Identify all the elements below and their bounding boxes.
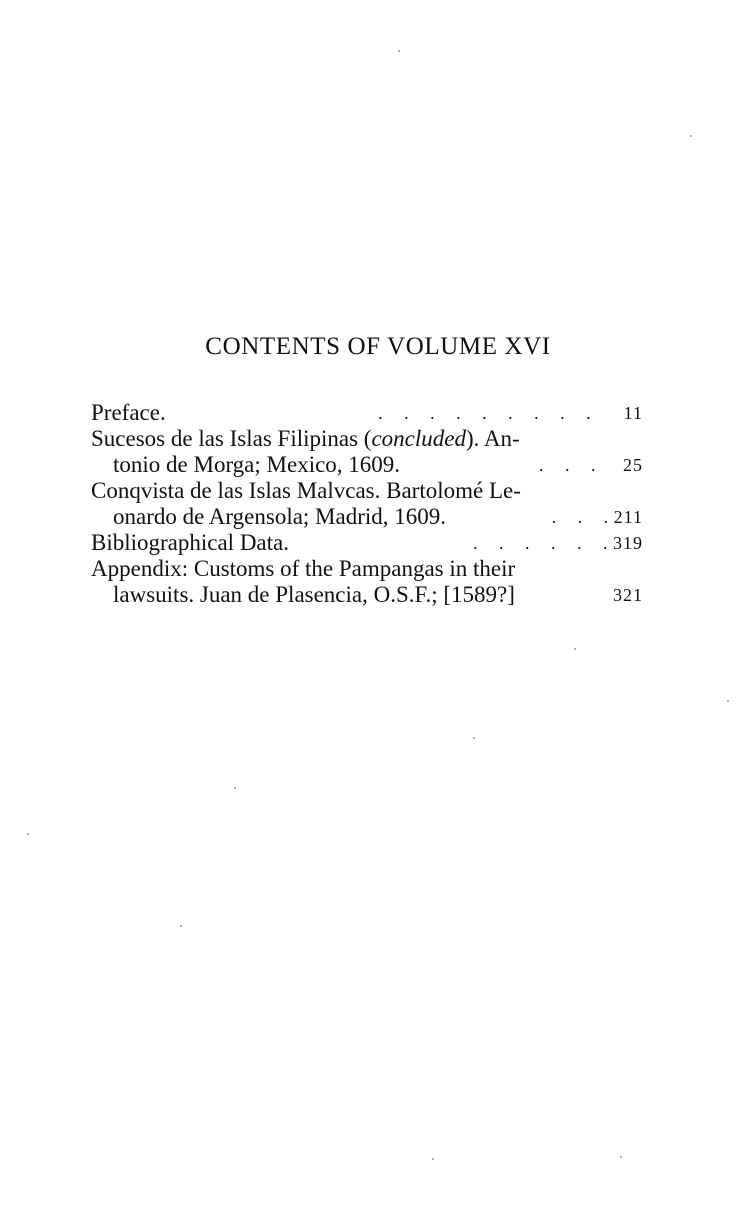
toc-entry-title-continued: onardo de Argensola; Madrid, 1609. (113, 504, 447, 529)
leader-dots: . . . . . . (473, 533, 608, 553)
toc-entry-conqvista (91, 478, 643, 530)
toc-entry-title: Appendix: Customs of the Pampangas in their (91, 556, 516, 581)
contents-list (91, 400, 643, 608)
toc-entry-bibliographical-data (91, 530, 643, 556)
paper-speck (620, 1156, 622, 1158)
paper-speck (473, 737, 475, 739)
toc-entry-title: Sucesos de las Islas Filipinas (concluded). An- (91, 426, 520, 451)
toc-entry-sucesos (91, 426, 643, 478)
paper-speck (690, 135, 692, 137)
paper-speck (727, 700, 729, 702)
toc-entry-title: Preface. (91, 400, 166, 425)
toc-entry-title-continued: lawsuits. Juan de Plasencia, O.S.F.; [1589?] (113, 582, 515, 607)
toc-entry-page: 321 (613, 585, 643, 605)
contents-heading: CONTENTS OF VOLUME XVI (205, 333, 551, 360)
toc-entry-page: . . . . . . 319 (473, 533, 643, 553)
paper-speck (432, 1158, 434, 1160)
leader-dots: . . . (551, 507, 609, 527)
toc-entry-appendix (91, 556, 643, 608)
paper-speck (27, 833, 29, 835)
paper-speck (180, 925, 182, 927)
leader-dots: . . . (539, 455, 596, 475)
toc-entry-preface (91, 400, 643, 426)
paper-speck (398, 50, 400, 52)
toc-entry-page: . . . 25 (539, 455, 643, 475)
leader-dots: . . . . . . . . . (378, 403, 591, 423)
toc-entry-title-continued: tonio de Morga; Mexico, 1609. (113, 452, 401, 477)
toc-entry-title: Conqvista de las Islas Malvcas. Bartolomé Le- (91, 478, 521, 503)
toc-entry-page: . . . . . . . . . 11 (378, 403, 643, 423)
paper-speck (574, 648, 576, 650)
paper-speck (234, 787, 236, 789)
toc-entry-page: . . . 211 (551, 507, 643, 527)
toc-entry-title: Bibliographical Data. (91, 530, 289, 555)
